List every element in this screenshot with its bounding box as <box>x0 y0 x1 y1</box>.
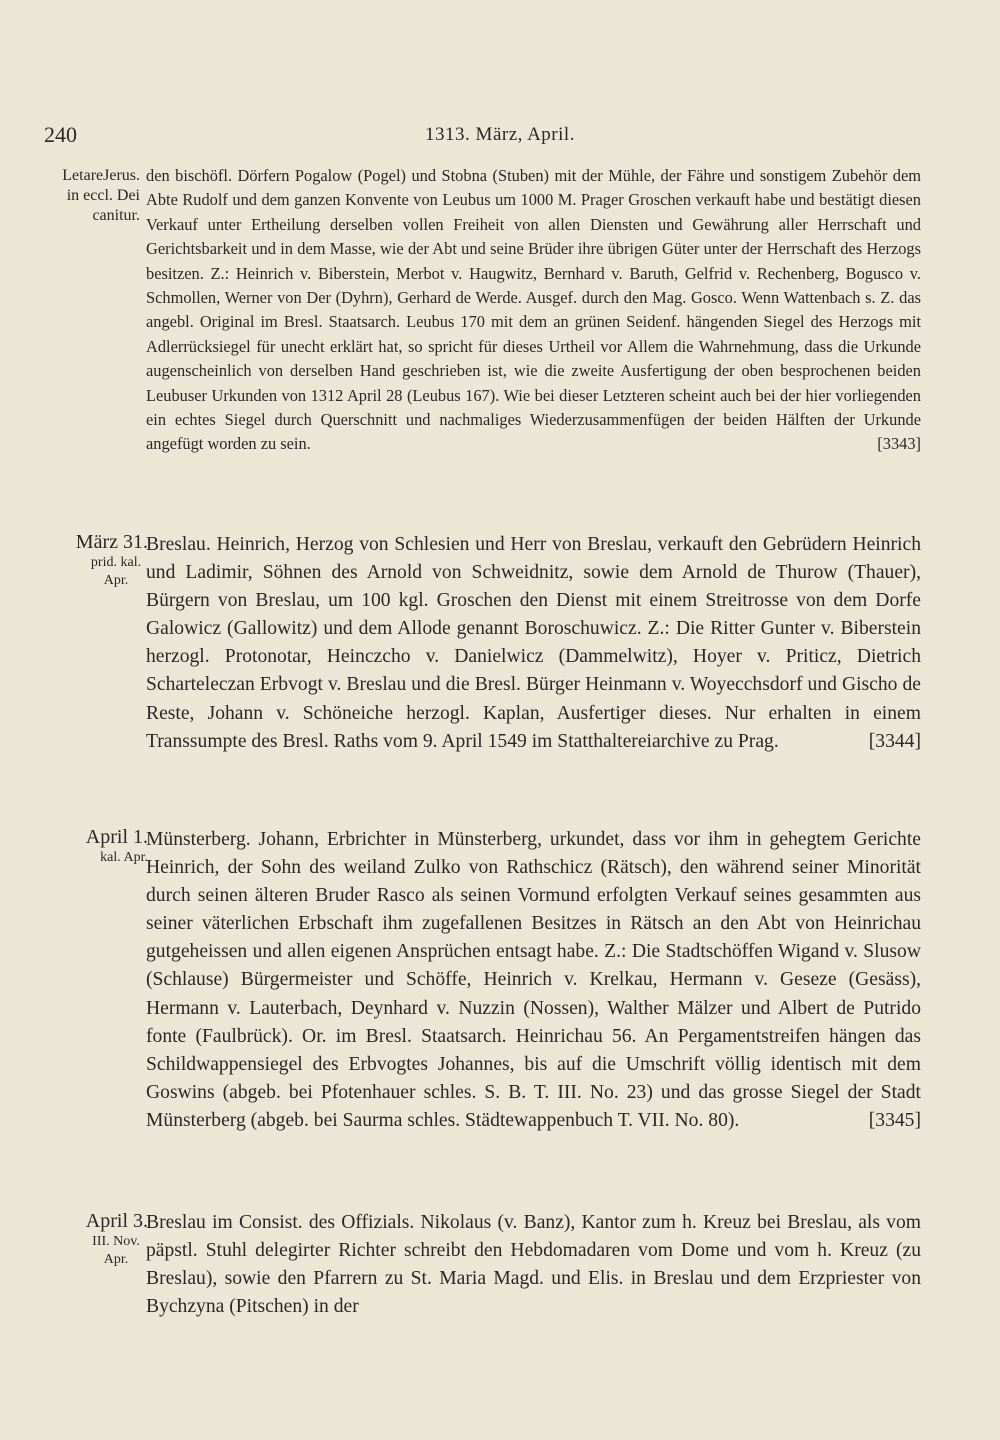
entry-body: Breslau. Heinrich, Herzog von Schlesien und Herr von Breslau, verkauft den Gebrüdern Heinrich und Ladimir, Söhnen des Arnold von Schweidnitz, sowie dem Arnold de Thurow (Thauer), Bürgern von Breslau, um 100 kgl. Groschen den Dienst mit einem Streitrosse von dem Dorfe Galowicz (Gallowitz) und dem Allode genannt Boroschuwicz. Z.: Die Ritter Gunter v. Biberstein herzogl. Protonotar, Heinczcho v. Danielwicz (Dammelwitz), Hoyer v. Priticz, Dietrich Scharteleczan Erbvogt v. Breslau und die Bresl. Bürger Heinmann v. Woyecchsdorf und Gischo de Reste, Johann v. Schöneiche herzogl. Kaplan, Ausfertiger dieses. Nur erhalten in einem Transsumpte des Bresl. Raths vom 9. April 1549 im Statthaltereiarchive zu Prag. <box>146 534 921 752</box>
margin-line: Apr. <box>103 1252 129 1267</box>
entry-body: Breslau im Consist. des Offizials. Nikolaus (v. Banz), Kantor zum h. Kreuz bei Breslau, als vom päpstl. Stuhl delegirter Richter schreibt den Hebdomadaren vom Dome und vom h. Kreuz (zu Breslau), sowie den Pfarrern zu St. Maria Magd. und Elis. in Breslau und dem Erzpriester von Bychzyna (Pitschen) in der <box>146 1212 921 1318</box>
entry-body: den bischöfl. Dörfern Pogalow (Pogel) und Stobna (Stuben) mit der Mühle, der Fähre und sonstigem Zubehör dem Abte Rudolf und dem ganzen Konvente von Leubus um 1000 M. Prager Groschen verkauft habe und bestätigt diesen Verkauf unter Ertheilung derselben vollen Freiheit von allen Diensten und Gewährung aller Herrschaft und Gerichtsbarkeit und in dem Masse, wie der Abt und seine Brüder ihre übrigen Güter unter der Herrschaft des Herzogs besitzen. Z.: Heinrich v. Biberstein, Merbot v. Haugwitz, Bernhard v. Baruth, Gelfrid v. Rechenberg, Bogusco v. Schmollen, Werner von Der (Dyhrn), Gerhard de Werde. Ausgef. durch den Mag. Gosco. Wenn Wattenbach s. Z. das angebl. Original im Bresl. Staatsarch. Leubus 170 mit dem an grünen Seidenf. hängenden Siegel des Herzogs mit Adlerrücksiegel für unecht erklärt hat, so spricht für dieses Urtheil vor Allem die Wahrnehmung, dass die Urkunde augenscheinlich von derselben Hand geschrieben ist, wie die zweite Ausfertigung der oben besprochenen beiden Leubuser Urkunden von 1312 April 28 (Leubus 167). Wie bei dieser Letzteren scheint auch bei der hier vorliegenden ein echtes Siegel durch Querschnitt und nachmaliges Wiederzusammenfügen der beiden Hälften der Urkunde angefügt worden zu sein. <box>146 166 921 454</box>
entry-text <box>146 1209 921 1321</box>
margin-note-april-1 <box>44 825 148 867</box>
margin-line: in eccl. Dei <box>66 187 140 204</box>
entry-number: [3344] <box>868 730 921 752</box>
margin-note-maerz-31 <box>44 530 148 590</box>
margin-line: Apr. <box>103 573 129 588</box>
entry-3343 <box>146 164 921 457</box>
entry-text <box>146 826 921 1135</box>
running-title: 1313. März, April. <box>425 124 575 145</box>
margin-line: LetareJerus. <box>62 167 140 184</box>
margin-date: April 1. <box>85 826 148 848</box>
margin-note-letare <box>44 166 140 226</box>
entry-3345 <box>146 826 921 1135</box>
entry-text <box>146 531 921 756</box>
margin-line: canitur. <box>92 207 140 224</box>
entry-number: [3343] <box>877 434 921 454</box>
margin-date: März 31. <box>75 531 148 553</box>
margin-date: April 3. <box>85 1210 148 1232</box>
margin-line: kal. Apr. <box>100 850 148 865</box>
page-header <box>0 122 1000 152</box>
entry-body: Münsterberg. Johann, Erbrichter in Münsterberg, urkundet, dass vor ihm in gehegtem Gerichte Heinrich, der Sohn des weiland Zulko von Rathschicz (Rätsch), den während seiner Minorität durch seinen älteren Bruder Rasco als seinen Vormund erfolgten Verkauf seines gesammten aus seiner väterlichen Erbschaft ihm zugefallenen Besitzes in Rätsch an den Abt von Heinrichau gutgeheissen und allen eigenen Ansprüchen entsagt habe. Z.: Die Stadtschöffen Wigand v. Slusow (Schlause) Bürgermeister und Schöffe, Heinrich v. Krelkau, Hermann v. Geseze (Gesäss), Hermann v. Lauterbach, Deynhard v. Nuzzin (Nossen), Walther Mälzer und Albert de Putrido fonte (Faulbrück). Or. im Bresl. Staatsarch. Heinrichau 56. An Pergamentstreifen hängen das Schildwappensiegel des Erbvogtes Johannes, bis auf die Umschrift völlig identisch mit dem Goswins (abgeb. bei Pfotenhauer schles. S. B. T. III. No. 23) und das grosse Siegel der Stadt Münsterberg (abgeb. bei Saurma schles. Städtewappenbuch T. VII. No. 80). <box>146 829 921 1131</box>
margin-line: prid. kal. <box>90 555 142 570</box>
margin-note-april-3 <box>44 1209 148 1269</box>
page-number: 240 <box>44 122 77 147</box>
margin-line: III. Nov. <box>92 1234 140 1249</box>
entry-text <box>146 164 921 457</box>
entry-number: [3345] <box>868 1109 921 1131</box>
entry-3346 <box>146 1209 921 1321</box>
entry-3344 <box>146 531 921 756</box>
